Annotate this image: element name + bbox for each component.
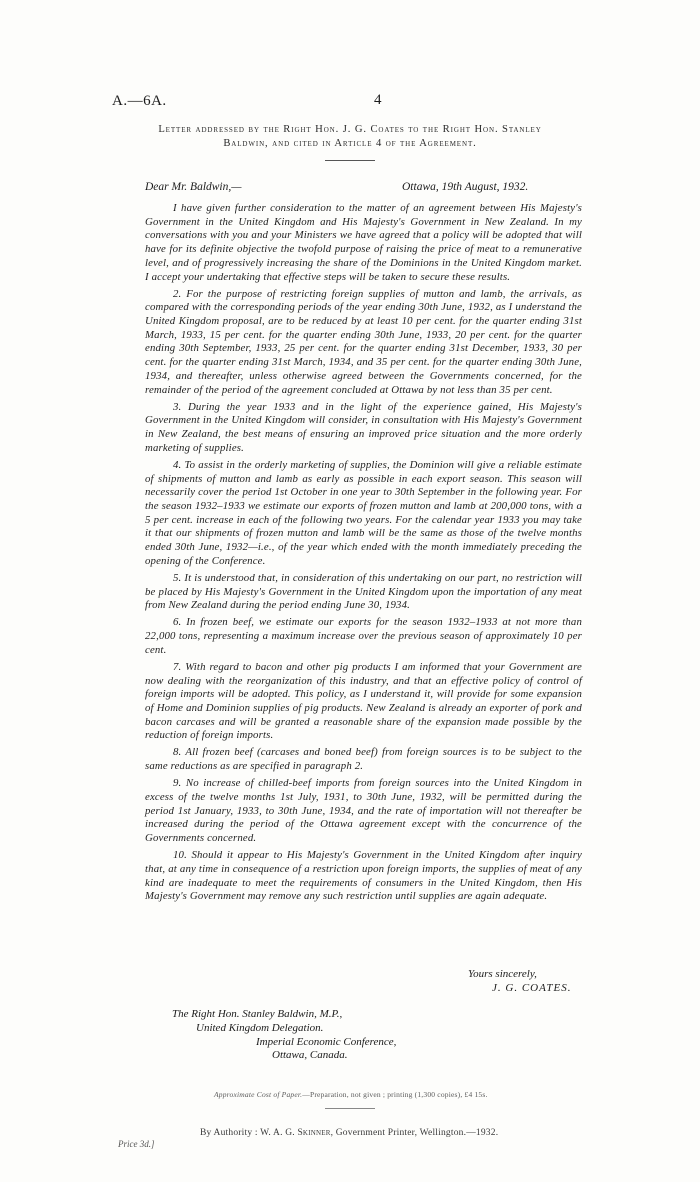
addressee-line-1: The Right Hon. Stanley Baldwin, M.P., bbox=[172, 1008, 343, 1020]
dateline: Ottawa, 19th August, 1932. bbox=[402, 181, 529, 193]
letter-heading-line-1: Letter addressed by the Right Hon. J. G. Coates to the Right Hon. Stanley bbox=[158, 124, 542, 135]
addressee-line-4: Ottawa, Canada. bbox=[272, 1049, 348, 1062]
document-reference: A.—6A. bbox=[112, 93, 167, 109]
paragraph-1: I have given further consideration to the matter of an agreement between His Majesty's Government in the United Kingdom and His Majesty's Government in New Zealand. In my conversations with you and your Ministers we have agreed that a policy will be adopted that will have for its definite objective the twofold purpose of raising the price of meat to a remunerative level, and of progressively increasing the share of the Dominions in the United Kingdom market. I accept your undertaking that effective steps will be taken to secure these results. bbox=[145, 202, 582, 283]
cost-label: Approximate Cost of Paper. bbox=[214, 1090, 303, 1099]
paragraph-5: 5. It is understood that, in consideration of this undertaking on our part, no restriction will be placed by His Majesty's Government in the United Kingdom upon the importation of any meat from New Zealand during the period ending June 30, 1934. bbox=[145, 571, 582, 612]
letter-heading bbox=[140, 123, 560, 151]
salutation: Dear Mr. Baldwin,— bbox=[145, 181, 242, 193]
signature: J. G. COATES. bbox=[492, 982, 572, 994]
cost-of-paper-note bbox=[214, 1090, 488, 1099]
addressee-line-2: United Kingdom Delegation. bbox=[196, 1021, 324, 1034]
paragraph-2: 2. For the purpose of restricting foreign supplies of mutton and lamb, the arrivals, as compared with the corresponding periods of the year ending 30th June, 1932, as I understand the United Kingdom proposal, are to be reduced by at least 10 per cent. for the quarter ending 31st March, 1933, 15 per cent. for the quarter ending 30th June, 1933, 20 per cent. for the quarter ending 30th September, 1933, 25 per cent. for the quarter ending 31st December, 1933, 30 per cent. for the quarter ending 31st March, 1934, and 35 per cent. for the quarter ending 30th June, 1934, and thereafter, unless otherwise agreed between the Governments concerned, for the remainder of the period of the agreement concluded at Ottawa by not less than 35 per cent. bbox=[145, 287, 582, 396]
paragraph-10: 10. Should it appear to His Majesty's Government in the United Kingdom after inquiry that, at any time in consequence of a restriction upon foreign imports, the supplies of meat of any kind are inadequate to meet the requirements of consumers in the United Kingdom, then His Majesty's Government may remove any such restriction until supplies are again adequate. bbox=[145, 849, 582, 903]
paragraph-8: 8. All frozen beef (carcases and boned beef) from foreign sources is to be subject to the same reductions as are specified in paragraph 2. bbox=[145, 746, 582, 773]
price-note: Price 3d.] bbox=[118, 1139, 155, 1149]
addressee-block bbox=[172, 1008, 396, 1063]
heading-divider bbox=[325, 160, 375, 161]
paragraph-9: 9. No increase of chilled-beef imports from foreign sources into the United Kingdom in excess of the twelve months 1st July, 1931, to 30th June, 1932, will be permitted during the period 1st January, 1933, to 30th June, 1934, and the rate of importation will not thereafter be increased during the period of the Ottawa agreement except with the concurrence of the Governments concerned. bbox=[145, 777, 582, 845]
cost-text: —Preparation, not given ; printing (1,300 copies), £4 15s. bbox=[302, 1090, 488, 1099]
paragraph-4: 4. To assist in the orderly marketing of supplies, the Dominion will give a reliable estimate of shipments of mutton and lamb as early as possible in each export season. This season will necessarily cover the period 1st October in one year to 30th September in the following year. For the season 1932–1933 we estimate our exports of frozen mutton and lamb at 200,000 tons, with a 5 per cent. increase in each of the following two years. For the calendar year 1933 you may take it that our shipments of frozen mutton and lamb will be the same as those of the twelve months ended 30th June, 1932—i.e., of the year which ended with the month immediately preceding the opening of the Conference. bbox=[145, 458, 582, 567]
footer-divider bbox=[325, 1108, 375, 1109]
addressee-line-3: Imperial Economic Conference, bbox=[256, 1035, 397, 1048]
page-number: 4 bbox=[374, 92, 382, 108]
paragraph-3: 3. During the year 1933 and in the light of the experience gained, His Majesty's Government in the United Kingdom will consider, in consultation with His Majesty's Government in New Zealand, the best means of ensuring an improved price situation and the more orderly marketing of supplies. bbox=[145, 400, 582, 454]
printer-name: Skinner bbox=[297, 1128, 331, 1138]
paragraph-6: 6. In frozen beef, we estimate our exports for the season 1932–1933 at not more than 22,000 tons, representing a maximum increase over the previous season of approximately 10 per cent. bbox=[145, 616, 582, 656]
letter-body bbox=[145, 202, 582, 907]
printer-authority bbox=[200, 1128, 498, 1138]
paragraph-7: 7. With regard to bacon and other pig products I am informed that your Government are now dealing with the reorganization of this industry, and that an effective policy of control of foreign imports will be adopted. This policy, as I understand it, will provide for some expansion of Home and Dominion supplies of pig products. New Zealand is already an exporter of pork and bacon carcases and will be granted a reasonable share of the expansion made possible by the reduction of foreign imports. bbox=[145, 660, 582, 742]
authority-prefix: By Authority : W. A. G. bbox=[200, 1128, 298, 1138]
letter-heading-line-2: Baldwin, and cited in Article 4 of the Agreement. bbox=[223, 138, 477, 149]
closing: Yours sincerely, bbox=[468, 968, 537, 980]
authority-suffix: , Government Printer, Wellington.—1932. bbox=[330, 1128, 499, 1138]
